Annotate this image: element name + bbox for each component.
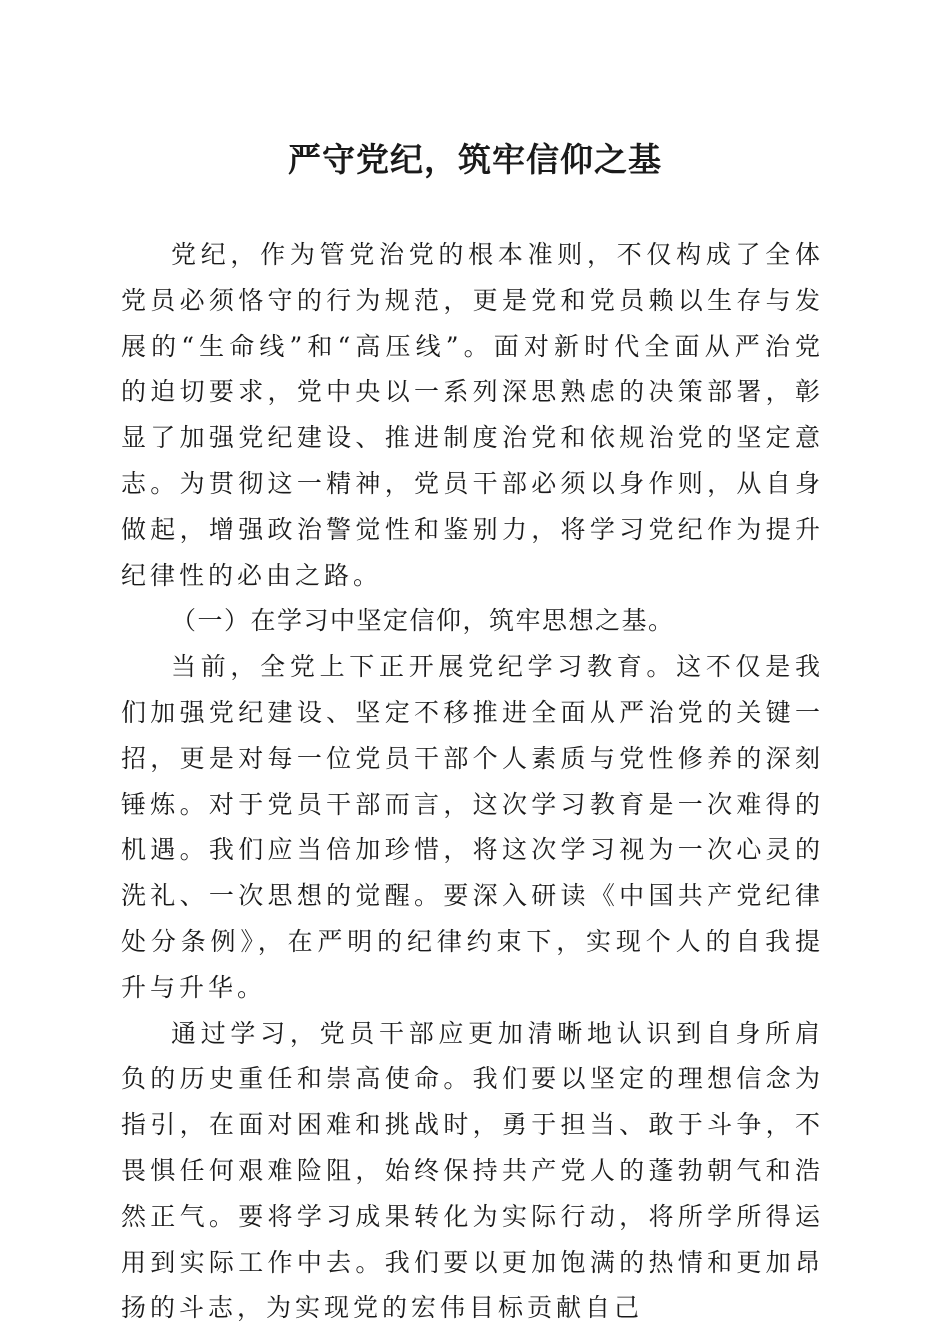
section-heading: （一）在学习中坚定信仰，筑牢思想之基。 (171, 606, 675, 636)
document-body (121, 232, 824, 1331)
paragraph-mission: 通过学习，党员干部应更加清晰地认识到自身所肩负的历史重任和崇高使命。我们要以坚定的理想信念为指引，在面对困难和挑战时，勇于担当、敢于斗争，不畏惧任何艰难险阻，始终保持共产党人的蓬勃朝气和浩然正气。要将学习成果转化为实际行动，将所学所得运用到实际工作中去。我们要以更加饱满的热情和更加昂扬的斗志，为实现党的宏伟目标贡献自己 (121, 1018, 824, 1323)
paragraph-intro: 党纪，作为管党治党的根本准则，不仅构成了全体党员必须恪守的行为规范，更是党和党员赖以生存与发展的“生命线”和“高压线”。面对新时代全面从严治党的迫切要求，党中央以一系列深思熟虑的决策部署，彰显了加强党纪建设、推进制度治党和依规治党的坚定意志。为贯彻这一精神，党员干部必须以身作则，从自身做起，增强政治警觉性和鉴别力，将学习党纪作为提升纪律性的必由之路。 (121, 240, 824, 590)
paragraph-study-education: 当前，全党上下正开展党纪学习教育。这不仅是我们加强党纪建设、坚定不移推进全面从严治党的关键一招，更是对每一位党员干部个人素质与党性修养的深刻锤炼。对于党员干部而言，这次学习教育是一次难得的机遇。我们应当倍加珍惜，将这次学习视为一次心灵的洗礼、一次思想的觉醒。要深入研读《中国共产党纪律处分条例》，在严明的纪律约束下，实现个人的自我提升与升华。 (121, 652, 824, 1002)
document-title: 严守党纪，筑牢信仰之基 (288, 140, 662, 179)
